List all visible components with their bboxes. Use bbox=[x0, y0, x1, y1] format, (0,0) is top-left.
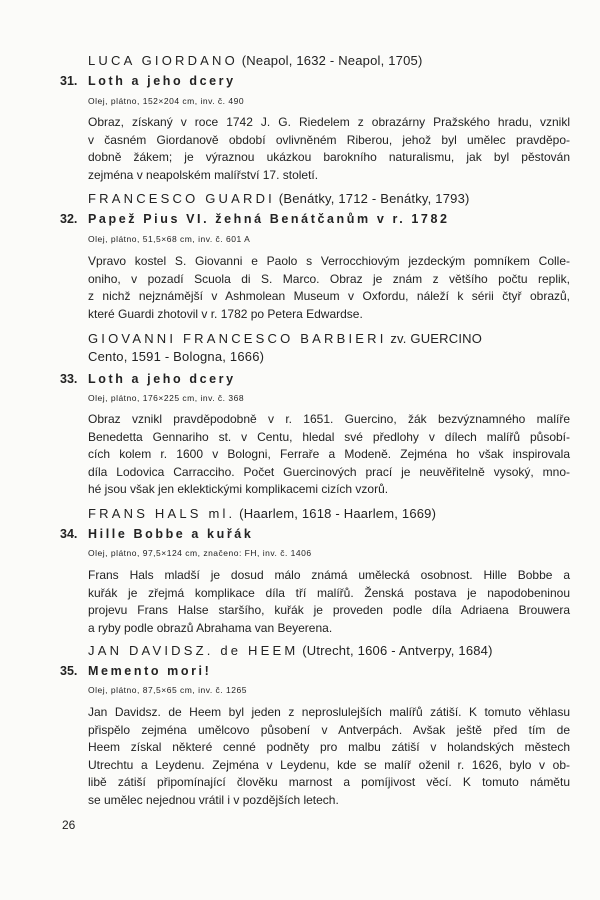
artwork-title-row bbox=[60, 73, 580, 89]
description bbox=[88, 253, 570, 323]
description-line: Benedetta Gennariho st. v Centu, hledal své předlohy v dílech malířů působí- bbox=[88, 429, 570, 444]
description-line: a ryby podle obrazů Abrahama van Beyerena. bbox=[88, 620, 333, 635]
catalog-number: 33. bbox=[60, 372, 78, 386]
artwork-title: Papež Pius VI. žehná Benátčanům v r. 1782 bbox=[88, 212, 450, 226]
description-line: které Guardi zhotovil v r. 1782 po Petera Edwardse. bbox=[88, 306, 363, 321]
description-line: cích kolem r. 1600 v Bologni, Ferraře a Modeně. Zejména ho však inspirovala bbox=[88, 447, 570, 462]
description bbox=[88, 567, 570, 637]
description-line: dobně žákem; je výraznou ukázkou barokního naturalismu, jak byl pěstován bbox=[88, 150, 570, 165]
description-line: oniho, v pozadí Scuola di S. Marco. Obraz je znám z většího počtu replik, bbox=[88, 271, 570, 286]
description-line: kuřák je zřejmá komplikace díla tří malířů. Ženská postava je napodobeninou bbox=[88, 585, 570, 600]
artist-epithet: zv. GUERCINO bbox=[386, 331, 483, 346]
page-number: 26 bbox=[62, 818, 76, 832]
artwork-title: Memento mori! bbox=[88, 664, 212, 678]
artist-name: JAN DAVIDSZ. de HEEM bbox=[88, 643, 299, 658]
artwork-title: Loth a jeho dcery bbox=[88, 74, 236, 88]
artwork-title: Loth a jeho dcery bbox=[88, 372, 236, 386]
catalog-number: 35. bbox=[60, 664, 78, 678]
description-line: přispělo zejména umělcovo působení v Antverpách. Avšak ještě před tím de bbox=[88, 722, 570, 737]
artwork-meta: Olej, plátno, 176×225 cm, inv. č. 368 bbox=[88, 393, 245, 403]
artwork-title-row bbox=[60, 371, 580, 387]
description bbox=[88, 411, 570, 499]
catalog-number: 31. bbox=[60, 74, 78, 88]
artist-dates: (Neapol, 1632 - Neapol, 1705) bbox=[237, 53, 423, 68]
artist-dates: (Haarlem, 1618 - Haarlem, 1669) bbox=[235, 506, 437, 521]
description-line: se umělec nejednou vrátil i v pozdějších letech. bbox=[88, 792, 339, 807]
artwork-meta: Olej, plátno, 51,5×68 cm, inv. č. 601 A bbox=[88, 234, 251, 244]
artist-name: LUCA GIORDANO bbox=[88, 53, 238, 68]
description-line: hé jsou však jen eklektickými komplikacemi cizích vzorů. bbox=[88, 482, 389, 497]
artwork-title-row bbox=[60, 663, 580, 679]
description-line: Vpravo kostel S. Giovanni e Paolo s Verrocchiovým jezdeckým pomníkem Colle- bbox=[88, 254, 570, 268]
catalog-number: 34. bbox=[60, 527, 78, 541]
artist-heading bbox=[88, 642, 578, 660]
artwork-meta: Olej, plátno, 87,5×65 cm, inv. č. 1265 bbox=[88, 685, 247, 695]
description-line: Heem získal některé cenné podněty pro malbu zátiší v holandských městech bbox=[88, 740, 570, 755]
artwork-title-row bbox=[60, 211, 580, 227]
description-line: Obraz, získaný v roce 1742 J. G. Riedelem z obrazárny Pražského hradu, vznikl bbox=[88, 115, 570, 129]
description-line: Utrechtu a Leydenu. Zejména v Leydenu, kde se malíř oženil r. 1626, bylo v ob- bbox=[88, 757, 570, 772]
description-line: Jan Davidsz. de Heem byl jeden z neproslulejších malířů zátiší. K tomuto věhlasu bbox=[88, 705, 570, 719]
artist-dates: (Utrecht, 1606 - Antverpy, 1684) bbox=[298, 643, 493, 658]
artist-heading bbox=[88, 52, 578, 70]
description-line: zejména v neapolském malířství 17. století. bbox=[88, 167, 319, 182]
description-line: libě zátiší připomínající člověku marnost a pomíjivost věcí. K tomuto námětu bbox=[88, 775, 570, 790]
catalog-number: 32. bbox=[60, 212, 78, 226]
description-line: díla Lodovica Carracciho. Počet Guercinových prací je neuvěřitelně vysoký, mno- bbox=[88, 464, 570, 479]
artwork-meta: Olej, plátno, 152×204 cm, inv. č. 490 bbox=[88, 96, 245, 106]
artwork-meta: Olej, plátno, 97,5×124 cm, značeno: FH, inv. č. 1406 bbox=[88, 548, 312, 558]
description-line: z nichž nejznámější v Ashmolean Museum v Oxfordu, náleží k sérii čtyř obrazů, bbox=[88, 289, 570, 304]
artwork-title-row bbox=[60, 526, 580, 542]
description-line: Frans Hals mladší je dosud málo známá umělecká osobnost. Hille Bobbe a bbox=[88, 568, 570, 582]
artist-dates-line: Cento, 1591 - Bologna, 1666) bbox=[88, 349, 265, 364]
artist-heading bbox=[88, 505, 578, 523]
artist-name: FRANS HALS ml. bbox=[88, 506, 236, 521]
artist-name: GIOVANNI FRANCESCO BARBIERI bbox=[88, 331, 387, 346]
artist-heading bbox=[88, 330, 578, 348]
description-line: v časném Giordanově období ovlivněném Riberou, jehož byl umělec pravděpo- bbox=[88, 132, 570, 147]
description bbox=[88, 704, 570, 810]
description bbox=[88, 114, 570, 184]
artist-dates: (Benátky, 1712 - Benátky, 1793) bbox=[275, 191, 470, 206]
description-line: Obraz vznikl pravděpodobně v r. 1651. Guercino, žák bezvýznamného malíře bbox=[88, 412, 570, 426]
artist-heading bbox=[88, 190, 578, 208]
artist-name: FRANCESCO GUARDI bbox=[88, 191, 275, 206]
description-line: projevu Frans Halse staršího, kuřák je proveden podle díla Adriaena Brouwera bbox=[88, 603, 570, 618]
artwork-title: Hille Bobbe a kuřák bbox=[88, 527, 254, 541]
